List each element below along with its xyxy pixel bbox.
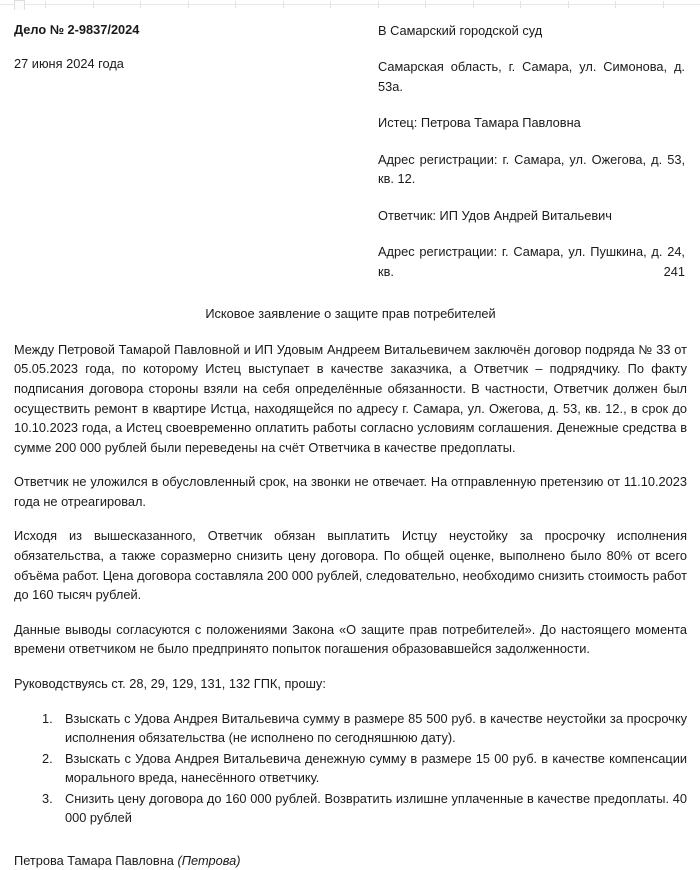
paragraph-penalty-calculation: Исходя из вышесказанного, Ответчик обязан выплатить Истцу неустойку за просрочку исполнения обязательства, а также соразмерно снизить цену договора. По общей оценке, выполнено было 80% от всего объёма работ. Цена договора составляла 200 000 рублей, следовательно, необходимо снизить стоимость работ до 160 тысяч рублей. <box>14 528 687 603</box>
ruler-tick <box>378 1 379 8</box>
paragraph-breach: Ответчик не уложился в обусловленный срок, на звонки не отвечает. На отправленную претензию от 11.10.2023 года не отреагировал. <box>14 474 687 509</box>
defendant-name: Ответчик: ИП Удов Андрей Витальевич <box>378 207 612 223</box>
document-date: 27 июня 2024 года <box>14 56 124 72</box>
signature-line <box>14 851 687 870</box>
claims-list <box>14 709 687 828</box>
list-item-number: 2. <box>42 750 53 766</box>
document-page <box>0 10 700 868</box>
list-item-text: Взыскать с Удова Андрея Витальевича сумму в размере 85 500 руб. в качестве неустойки за просрочку исполнения обязательства (не исполнено по сегодняшнюю дату). <box>65 710 687 746</box>
list-item <box>14 709 687 748</box>
ruler-tick <box>615 1 616 8</box>
plaintiff-name: Истец: Петрова Тамара Павловна <box>378 115 581 131</box>
ruler-tick <box>330 1 331 8</box>
ruler-tick <box>188 1 189 8</box>
ruler-tick <box>235 1 236 8</box>
ruler-track <box>0 4 700 5</box>
document-body <box>14 10 687 870</box>
list-item-text: Взыскать с Удова Андрея Витальевича денежную сумму в размере 15 00 руб. в качестве компенсации морального вреда, нанесённого ответчику. <box>65 750 687 786</box>
paragraph-request-intro: Руководствуясь ст. 28, 29, 129, 131, 132 ГПК, прошу: <box>14 675 326 691</box>
ruler-tick <box>45 1 46 8</box>
ruler-tick <box>473 1 474 8</box>
list-item <box>14 749 687 788</box>
paragraph-law-reference: Данные выводы согласуются с положениями Закона «О защите прав потребителей». До настоящего момента времени ответчиком не было предпринято попыток погашения образовавшейся задолженности. <box>14 621 687 657</box>
list-item-number: 3. <box>42 790 53 806</box>
defendant-address: Адрес регистрации: г. Самара, ул. Пушкина, д. 24, кв. 241 <box>378 244 685 279</box>
ruler-tick <box>663 1 664 8</box>
ruler-tick <box>93 1 94 8</box>
ruler-tick <box>283 1 284 8</box>
court-address: Самарская область, г. Самара, ул. Симонова, д. 53а. <box>378 59 685 94</box>
header-right-column <box>378 21 687 281</box>
signature-parenthetical: (Петрова) <box>177 852 241 868</box>
case-number: Дело № 2-9837/2024 <box>14 22 140 37</box>
ruler-tick <box>140 1 141 8</box>
paragraph-background: Между Петровой Тамарой Павловной и ИП Удовым Андреем Витальевичем заключён договор подряда № 33 от 05.05.2023 года, по которому Истец выступает в качестве заказчика, а Ответчик – подрядчику. По факту подписания договора стороны взяли на себя определённые обязанности. В частности, Ответчик должен был осуществить ремонт в квартире Истца, находящейся по адресу г. Самара, ул. Ожегова, д. 53, кв. 12., в срок до 10.10.2023 года, а Истец своевременно оплатить работы согласно условиям соглашения. Денежные средства в сумме 200 000 рублей были переведены на счёт Ответчика в качестве предоплаты. <box>14 341 687 455</box>
document-header <box>14 10 687 281</box>
signature-name: Петрова Тамара Павловна <box>14 852 174 868</box>
plaintiff-address: Адрес регистрации: г. Самара, ул. Ожегова, д. 53, кв. 12. <box>378 151 685 187</box>
page-title: Исковое заявление о защите прав потребителей <box>205 305 496 321</box>
ruler-tick <box>425 1 426 8</box>
list-item-text: Снизить цену договора до 160 000 рублей. Возвратить излишне уплаченные в качестве предоплаты. 40 000 рублей <box>65 790 687 826</box>
header-left-column <box>14 21 378 73</box>
ruler-tick <box>520 1 521 8</box>
list-item-number: 1. <box>42 710 53 726</box>
list-item <box>14 789 687 828</box>
court-name: В Самарский городской суд <box>378 23 543 38</box>
ruler-tick <box>568 1 569 8</box>
